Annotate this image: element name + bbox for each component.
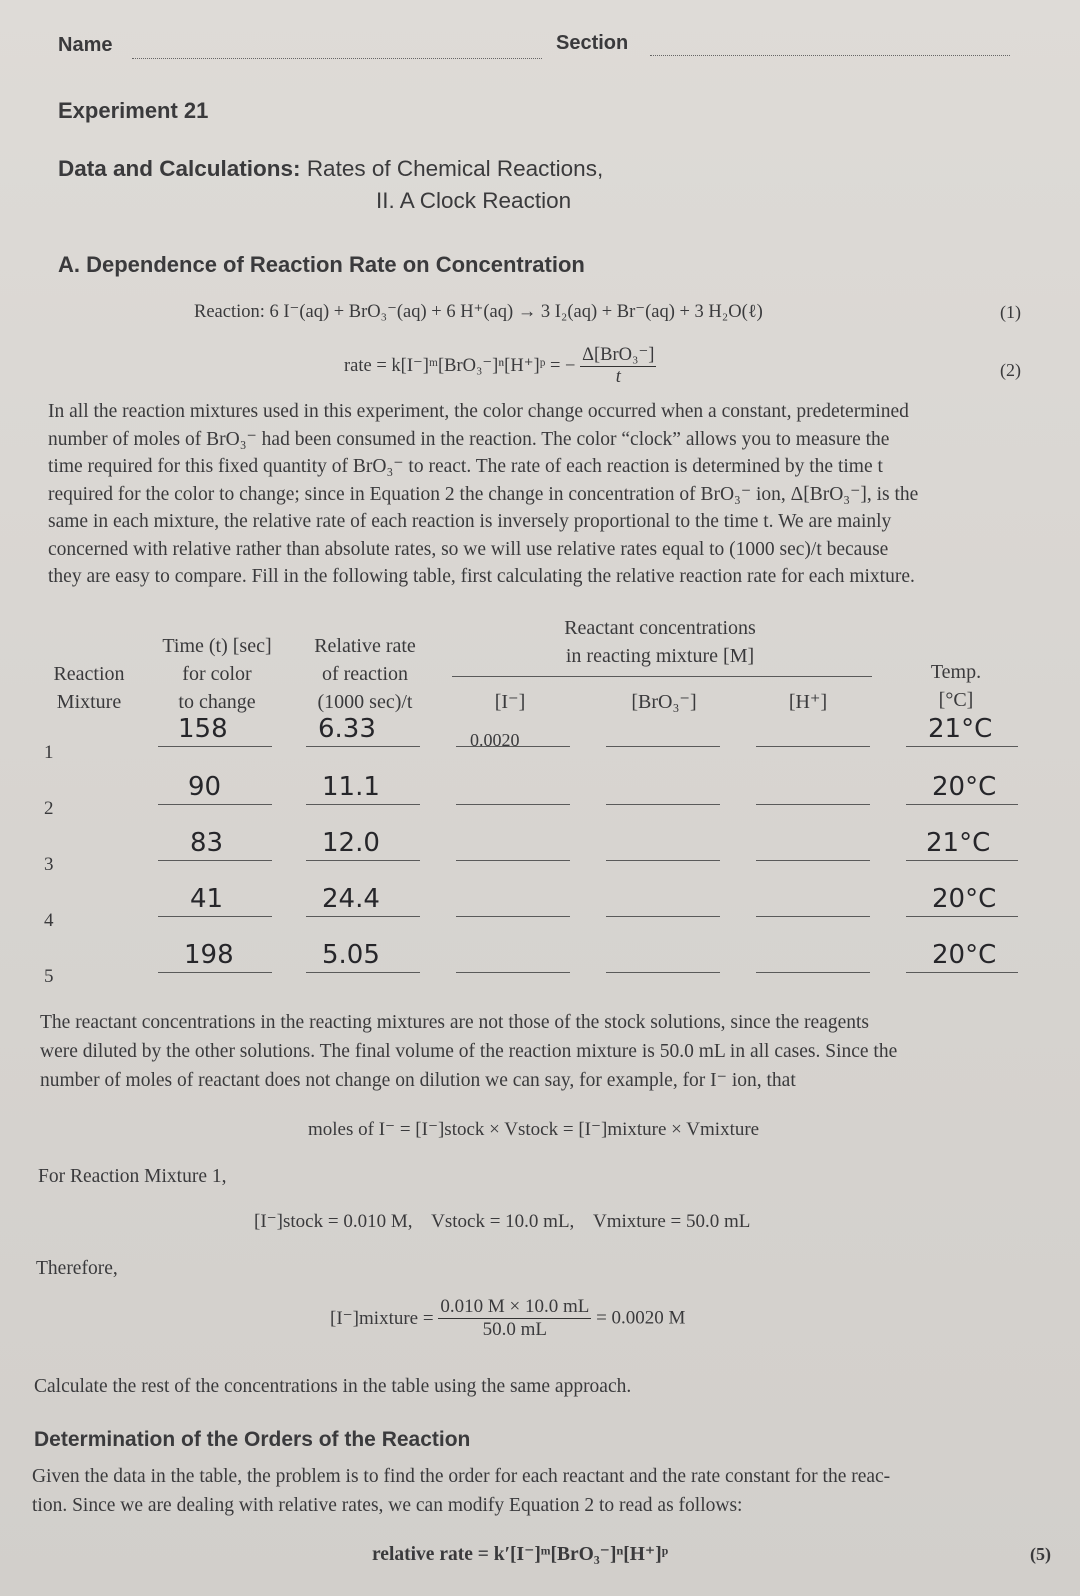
- header-line: Mixture: [56, 691, 122, 713]
- row-temperature-blank[interactable]: [906, 804, 1018, 805]
- row-iodide-blank[interactable]: [456, 804, 570, 805]
- row-time: 90: [188, 772, 222, 802]
- row-bromate-blank[interactable]: [606, 804, 720, 805]
- row-temperature: 20°C: [932, 772, 997, 802]
- row-bromate-blank[interactable]: [606, 746, 720, 747]
- therefore-label: Therefore,: [36, 1258, 118, 1279]
- row-mixture-number: 3: [44, 854, 54, 875]
- row-iodide-blank[interactable]: [456, 746, 570, 747]
- row-hydrogen-blank[interactable]: [756, 860, 870, 861]
- row-time: 158: [178, 714, 228, 744]
- reaction-equation: Reaction: 6 I⁻(aq) + BrO₃⁻(aq) + 6 H⁺(aq) → 3 I₂(aq) + Br⁻(aq) + 3 H₂O(ℓ): [194, 302, 763, 322]
- header-line: Time (t) [sec]: [162, 635, 272, 657]
- row-rate: 5.05: [322, 940, 380, 970]
- header-reaction-mixture: [44, 660, 134, 716]
- row-rate: 6.33: [318, 714, 376, 744]
- header-line: of reaction: [321, 663, 409, 685]
- reaction-mixture-1-label: For Reaction Mixture 1,: [38, 1166, 227, 1187]
- dilution-line: number of moles of reactant does not change on dilution we can say, for example, for I⁻ ion, that: [40, 1070, 796, 1091]
- row-temperature: 20°C: [932, 884, 997, 914]
- calculate-instruction: Calculate the rest of the concentrations in the table using the same approach.: [34, 1376, 632, 1397]
- section-field[interactable]: [650, 55, 1010, 56]
- row-time: 198: [184, 940, 234, 970]
- row-time-blank[interactable]: [158, 860, 272, 861]
- calc-fraction: [438, 1296, 591, 1341]
- page-subtitle: II. A Clock Reaction: [376, 188, 572, 213]
- section-label: Section: [556, 32, 629, 54]
- intro-line: concerned with relative rather than absolute rates, so we will use relative rates equal to (1000 sec)/t because: [48, 538, 889, 560]
- row-hydrogen-blank[interactable]: [756, 746, 870, 747]
- row-mixture-number: 5: [44, 966, 54, 987]
- orders-line: tion. Since we are dealing with relative rates, we can modify Equation 2 to read as follows:: [32, 1495, 743, 1516]
- header-time: [150, 632, 284, 716]
- row-rate: 12.0: [322, 828, 380, 858]
- row-temperature-blank[interactable]: [906, 916, 1018, 917]
- dilution-calculation: [330, 1296, 685, 1341]
- row-temperature-blank[interactable]: [906, 746, 1018, 747]
- header-line: Relative rate: [314, 635, 416, 657]
- row-rate-blank[interactable]: [306, 916, 420, 917]
- calc-denominator: 50.0 mL: [482, 1319, 548, 1340]
- row-hydrogen-blank[interactable]: [756, 916, 870, 917]
- row-bromate-blank[interactable]: [606, 860, 720, 861]
- header-bromate: [BrO₃⁻]: [631, 691, 697, 713]
- row-time-blank[interactable]: [158, 804, 272, 805]
- row-mixture-number: 2: [44, 798, 54, 819]
- experiment-title: Experiment 21: [58, 98, 209, 123]
- row-iodide-blank[interactable]: [456, 916, 570, 917]
- row-rate-blank[interactable]: [306, 746, 420, 747]
- dilution-line: The reactant concentrations in the reacting mixtures are not those of the stock solutions, since the reagents: [40, 1012, 870, 1033]
- orders-heading: Determination of the Orders of the Reaction: [34, 1428, 471, 1451]
- row-rate-blank[interactable]: [306, 804, 420, 805]
- title-rest: Rates of Chemical Reactions,: [306, 156, 604, 181]
- rate-law-lhs: rate = k[I⁻]ᵐ[BrO₃⁻]ⁿ[H⁺]ᵖ = −: [344, 356, 576, 376]
- header-hydrogen: [H⁺]: [788, 691, 828, 713]
- row-time-blank[interactable]: [158, 916, 272, 917]
- intro-paragraph: [48, 398, 1016, 591]
- calc-lhs: [I⁻]mixture =: [330, 1308, 434, 1329]
- header-line: for color: [182, 663, 252, 685]
- rate-law: [344, 344, 656, 388]
- header-line: (1000 sec)/t: [317, 691, 413, 713]
- row-time: 41: [190, 884, 224, 914]
- rate-law-fraction: [580, 344, 656, 388]
- equation-number-1: (1): [1000, 302, 1021, 322]
- header-line: in reacting mixture [M]: [565, 645, 755, 667]
- intro-line: required for the color to change; since in Equation 2 the change in concentration of BrO₃⁻ ion, Δ[BrO₃⁻], is the: [48, 483, 919, 505]
- row-time-blank[interactable]: [158, 972, 272, 973]
- concentration-divider: [452, 676, 872, 677]
- calc-rhs: = 0.0020 M: [596, 1307, 686, 1329]
- row-iodide-blank[interactable]: [456, 972, 570, 973]
- dilution-paragraph: [40, 1008, 1024, 1095]
- page-title: [58, 156, 603, 182]
- row-iodide-blank[interactable]: [456, 860, 570, 861]
- row-temperature: 21°C: [928, 714, 993, 744]
- orders-line: Given the data in the table, the problem is to find the order for each reactant and the rate constant for the reac-: [32, 1466, 891, 1487]
- rate-law-denominator: t: [615, 367, 621, 387]
- row-hydrogen-blank[interactable]: [756, 804, 870, 805]
- header-iodide: [I⁻]: [494, 691, 526, 713]
- row-mixture-number: 4: [44, 910, 54, 931]
- section-a-heading: A. Dependence of Reaction Rate on Concentration: [58, 252, 585, 277]
- relative-rate-equation: relative rate = k′[I⁻]ᵐ[BrO₃⁻]ⁿ[H⁺]ᵖ: [372, 1544, 669, 1565]
- equation-number-2: (2): [1000, 360, 1021, 380]
- header-line: Reaction: [53, 663, 125, 685]
- header-line: [°C]: [938, 689, 974, 711]
- row-temperature: 21°C: [926, 828, 991, 858]
- header-concentrations: [448, 614, 872, 670]
- row-temperature: 20°C: [932, 940, 997, 970]
- intro-line: time required for this fixed quantity of BrO₃⁻ to react. The rate of each reaction is determined by the time t: [48, 456, 883, 477]
- intro-line: In all the reaction mixtures used in this experiment, the color change occurred when a constant, predetermined: [48, 401, 909, 422]
- row-hydrogen-blank[interactable]: [756, 972, 870, 973]
- intro-line: number of moles of BrO₃⁻ had been consumed in the reaction. The color “clock” allows you to measure the: [48, 428, 890, 450]
- row-rate: 11.1: [322, 772, 380, 802]
- dilution-line: were diluted by the other solutions. The final volume of the reaction mixture is 50.0 mL in all cases. Since the: [40, 1041, 898, 1062]
- rate-law-numerator: Δ[BrO₃⁻]: [582, 345, 655, 365]
- row-rate-blank[interactable]: [306, 860, 420, 861]
- equation-number-5: (5): [1030, 1544, 1051, 1564]
- given-values: [I⁻]stock = 0.010 M, Vstock = 10.0 mL, Vmixture = 50.0 mL: [254, 1211, 751, 1232]
- orders-paragraph: [32, 1462, 1042, 1520]
- moles-equation: moles of I⁻ = [I⁻]stock × Vstock = [I⁻]mixture × Vmixture: [308, 1119, 760, 1140]
- row-mixture-number: 1: [44, 742, 54, 763]
- row-rate: 24.4: [322, 884, 380, 914]
- name-field[interactable]: [132, 58, 542, 59]
- row-iodide: 0.0020: [470, 730, 520, 750]
- row-temperature-blank[interactable]: [906, 972, 1018, 973]
- row-bromate-blank[interactable]: [606, 916, 720, 917]
- row-time: 83: [190, 828, 224, 858]
- header-relative-rate: [296, 632, 434, 716]
- intro-line: same in each mixture, the relative rate of each reaction is inversely proportional to the time t. We are mainly: [48, 511, 892, 532]
- title-bold: Data and Calculations:: [58, 156, 301, 181]
- calc-numerator: 0.010 M × 10.0 mL: [440, 1296, 590, 1317]
- row-temperature-blank[interactable]: [906, 860, 1018, 861]
- name-label: Name: [58, 34, 113, 56]
- row-time-blank[interactable]: [158, 746, 272, 747]
- header-line: Temp.: [930, 661, 982, 683]
- intro-line: they are easy to compare. Fill in the following table, first calculating the relative reaction rate for each mixture.: [48, 566, 915, 587]
- header-line: to change: [178, 691, 256, 713]
- header-temperature: [906, 658, 1006, 714]
- row-rate-blank[interactable]: [306, 972, 420, 973]
- row-bromate-blank[interactable]: [606, 972, 720, 973]
- header-line: Reactant concentrations: [564, 617, 756, 639]
